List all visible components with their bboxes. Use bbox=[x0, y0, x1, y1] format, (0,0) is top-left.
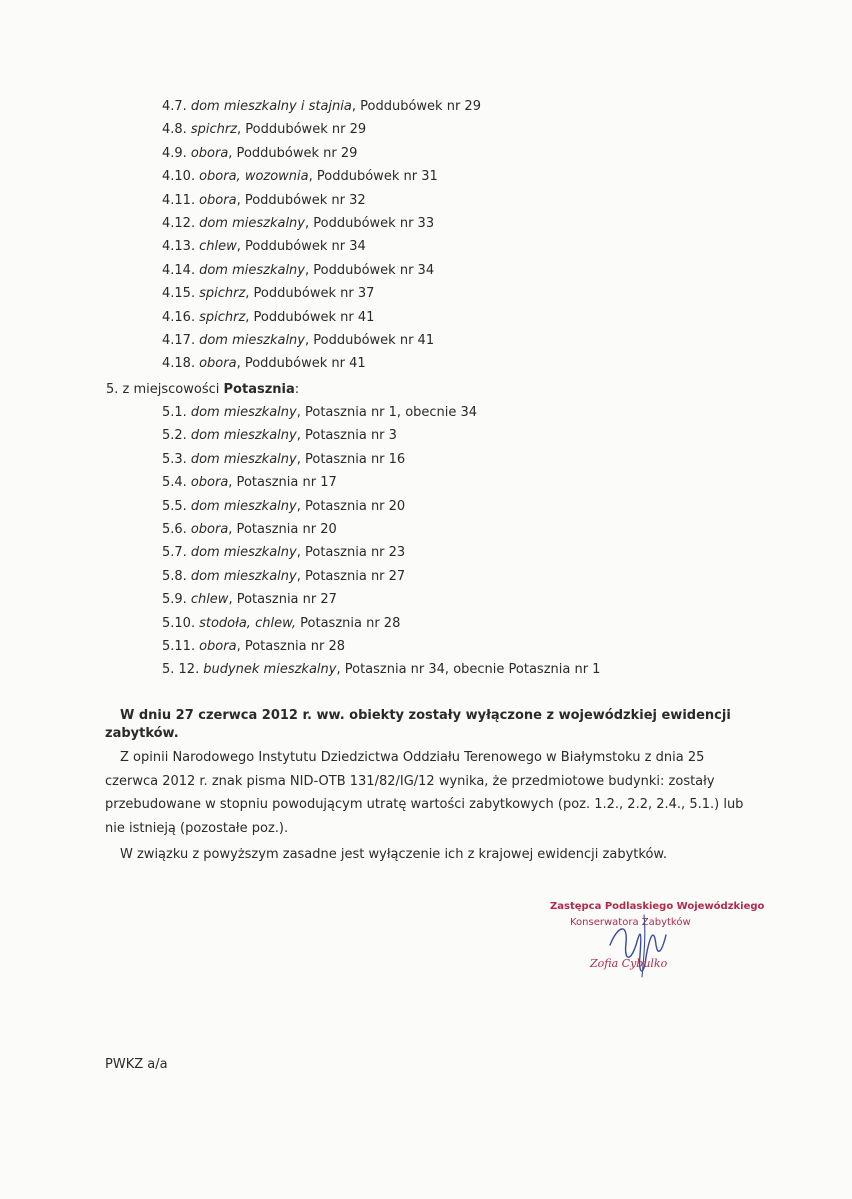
list-item bbox=[162, 310, 374, 326]
official-stamp bbox=[540, 895, 765, 985]
item-number: 5.5. bbox=[162, 498, 187, 514]
item-location: , Poddubówek nr 37 bbox=[245, 286, 375, 302]
item-object-type: chlew bbox=[199, 239, 237, 255]
opinion-line-2: czerwca 2012 r. znak pisma NID-OTB 131/82/IG/12 wynika, że przedmiotowe budynki: zostały bbox=[105, 773, 715, 789]
item-object-type: spichrz bbox=[199, 286, 246, 302]
item-object-type: dom mieszkalny i stajnia bbox=[190, 99, 352, 114]
item-location: , Poddubówek nr 29 bbox=[351, 99, 481, 114]
item-object-type: obora bbox=[199, 192, 237, 208]
list-item bbox=[162, 569, 405, 585]
item-location: , Poddubówek nr 33 bbox=[305, 216, 435, 231]
stamp-subtitle: Konserwatora Zabytków bbox=[570, 917, 691, 928]
item-object-type: dom mieszkalny bbox=[190, 451, 297, 467]
list-item bbox=[162, 475, 337, 491]
item-location: , Potasznia nr 27 bbox=[228, 592, 337, 608]
conclusion-paragraph: W związku z powyższym zasadne jest wyłączenie ich z krajowej ewidencji zabytków. bbox=[120, 847, 667, 862]
list-item bbox=[162, 333, 434, 349]
item-location: , Poddubówek nr 32 bbox=[236, 192, 366, 208]
bold-paragraph bbox=[105, 707, 754, 743]
item-number: 5.6. bbox=[162, 522, 187, 537]
list-item bbox=[162, 239, 366, 255]
bold-line-2: zabytków. bbox=[105, 726, 179, 741]
item-number: 5.9. bbox=[162, 592, 187, 608]
item-location: , Poddubówek nr 34 bbox=[236, 239, 366, 255]
footer-reference: PWKZ a/a bbox=[105, 1057, 168, 1072]
item-object-type: dom mieszkalny bbox=[190, 428, 297, 444]
item-location: , Poddubówek nr 41 bbox=[236, 356, 366, 372]
item-number: 4.10. bbox=[162, 169, 196, 185]
item-number: 4.13. bbox=[162, 239, 196, 255]
item-object-type: chlew bbox=[190, 592, 229, 608]
item-number: 4.14. bbox=[162, 262, 196, 278]
item-object-type: dom mieszkalny bbox=[199, 262, 305, 278]
item-location: , Potasznia nr 34, obecnie Potasznia nr 1 bbox=[336, 662, 601, 678]
item-object-type: obora, wozownia bbox=[199, 169, 309, 185]
list-item bbox=[162, 169, 438, 185]
list-item bbox=[162, 99, 481, 115]
stamp-name: Zofia Cybulko bbox=[590, 957, 668, 970]
section-5-place: Potasznia bbox=[223, 382, 295, 397]
list-item bbox=[162, 592, 337, 608]
list-item bbox=[162, 522, 337, 538]
list-item bbox=[162, 499, 405, 515]
item-number: 5.1. bbox=[162, 405, 187, 420]
item-number: 5.7. bbox=[162, 545, 187, 561]
item-location: , Poddubówek nr 31 bbox=[308, 169, 438, 185]
list-item bbox=[162, 545, 405, 561]
item-number: 4.9. bbox=[162, 145, 187, 161]
item-object-type: spichrz bbox=[190, 122, 238, 138]
item-object-type: dom mieszkalny bbox=[199, 333, 305, 348]
stamp-title: Zastępca Podlaskiego Wojewódzkiego bbox=[550, 901, 765, 912]
item-number: 4.16. bbox=[162, 309, 196, 325]
bold-line-1: W dniu 27 czerwca 2012 r. ww. obiekty zostały wyłączone z wojewódzkiej ewidencji bbox=[120, 708, 731, 723]
item-object-type: spichrz bbox=[199, 309, 246, 325]
list-item bbox=[162, 263, 434, 279]
item-object-type: dom mieszkalny bbox=[190, 498, 297, 514]
item-location: , Poddubówek nr 41 bbox=[305, 333, 435, 348]
item-object-type: obora bbox=[190, 145, 229, 161]
item-object-type: budynek mieszkalny bbox=[203, 662, 337, 678]
item-location: Potasznia nr 28 bbox=[296, 615, 401, 631]
list-item bbox=[162, 122, 366, 138]
opinion-line-3: przebudowane w stopniu powodującym utratę wartości zabytkowych (poz. 1.2., 2.2, 2.4., 5.1.) lub bbox=[105, 797, 744, 812]
item-object-type: dom mieszkalny bbox=[199, 216, 305, 231]
item-object-type: obora bbox=[199, 356, 237, 372]
item-number: 4.17. bbox=[162, 333, 196, 348]
item-number: 5.4. bbox=[162, 475, 187, 491]
item-location: , Potasznia nr 27 bbox=[296, 568, 406, 584]
item-number: 4.11. bbox=[162, 192, 196, 208]
list-item bbox=[162, 639, 345, 655]
item-number: 5.8. bbox=[162, 568, 187, 584]
item-number: 5.10. bbox=[162, 615, 196, 631]
section-5-prefix: 5. z miejscowości bbox=[106, 382, 224, 397]
item-object-type: dom mieszkalny bbox=[190, 405, 297, 420]
item-object-type: obora bbox=[190, 522, 229, 537]
item-location: , Poddubówek nr 34 bbox=[305, 262, 435, 278]
list-item bbox=[162, 146, 357, 162]
item-location: , Potasznia nr 17 bbox=[228, 475, 337, 491]
list-item bbox=[162, 662, 600, 678]
item-location: , Potasznia nr 16 bbox=[296, 451, 406, 467]
section-5-heading bbox=[106, 382, 299, 398]
item-location: , Poddubówek nr 41 bbox=[245, 309, 375, 325]
list-item bbox=[162, 616, 400, 632]
item-location: , Potasznia nr 20 bbox=[228, 522, 337, 537]
list-item bbox=[162, 356, 366, 372]
opinion-line-1: Z opinii Narodowego Instytutu Dziedzictwa Oddziału Terenowego w Białymstoku z dnia 25 bbox=[120, 750, 705, 765]
opinion-line-4: nie istnieją (pozostałe poz.). bbox=[105, 820, 289, 836]
list-item bbox=[162, 452, 405, 468]
item-number: 5. 12. bbox=[162, 662, 200, 678]
item-location: , Potasznia nr 20 bbox=[296, 498, 406, 514]
item-number: 4.18. bbox=[162, 356, 196, 372]
item-number: 5.3. bbox=[162, 451, 187, 467]
item-object-type: obora bbox=[190, 475, 229, 491]
list-item bbox=[162, 193, 366, 209]
item-number: 4.15. bbox=[162, 286, 196, 302]
item-location: , Poddubówek nr 29 bbox=[237, 122, 367, 138]
item-number: 4.8. bbox=[162, 122, 187, 138]
item-number: 5.2. bbox=[162, 428, 187, 444]
item-location: , Potasznia nr 3 bbox=[296, 428, 397, 444]
item-object-type: stodoła, chlew, bbox=[199, 615, 297, 631]
item-number: 5.11. bbox=[162, 639, 196, 654]
list-item bbox=[162, 216, 434, 232]
item-object-type: dom mieszkalny bbox=[190, 545, 297, 561]
item-number: 4.7. bbox=[162, 99, 187, 114]
item-object-type: obora bbox=[199, 639, 237, 654]
list-item bbox=[162, 405, 477, 421]
item-number: 4.12. bbox=[162, 216, 196, 231]
item-location: , Potasznia nr 28 bbox=[236, 639, 346, 654]
item-object-type: dom mieszkalny bbox=[190, 568, 297, 584]
opinion-paragraph bbox=[105, 746, 754, 840]
item-location: , Potasznia nr 23 bbox=[296, 545, 406, 561]
section-5-suffix: : bbox=[294, 382, 300, 397]
list-item bbox=[162, 286, 374, 302]
item-location: , Potasznia nr 1, obecnie 34 bbox=[296, 405, 478, 420]
item-location: , Poddubówek nr 29 bbox=[228, 145, 358, 161]
list-item bbox=[162, 428, 397, 444]
